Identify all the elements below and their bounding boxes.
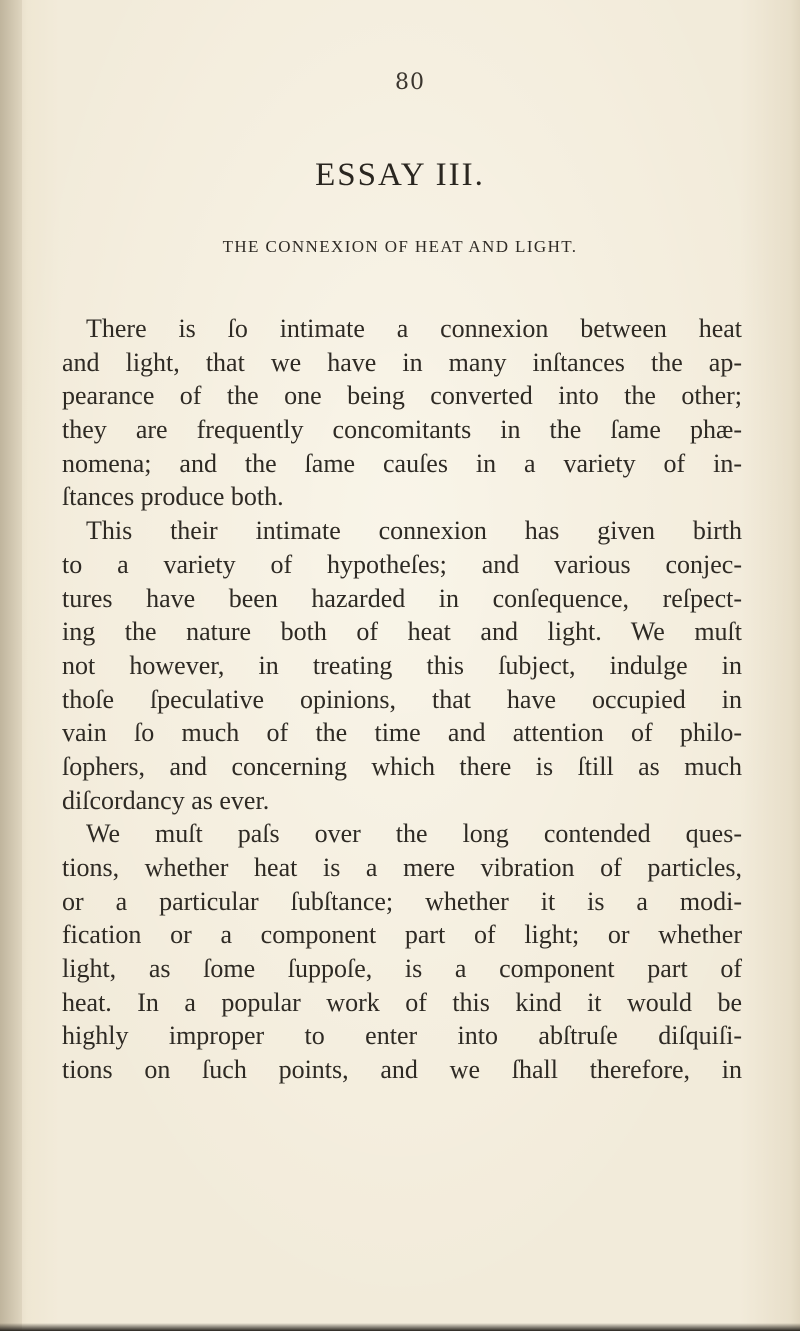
text-line: This their intimate connexion has given birth: [86, 516, 742, 546]
text-line: vain ſo much of the time and attention of philo-: [62, 718, 742, 748]
essay-subtitle: THE CONNEXION OF HEAT AND LIGHT.: [222, 237, 578, 256]
essay-heading: ESSAY III.: [315, 157, 485, 193]
text-line: ing the nature both of heat and light. We muſt: [62, 617, 742, 647]
text-line: There is ſo intimate a connexion between heat: [86, 314, 742, 343]
text-line: highly improper to enter into abſtruſe diſquiſi-: [62, 1021, 742, 1051]
body-text: [62, 312, 742, 1087]
text-line: light, as ſome ſuppoſe, is a component part of: [62, 954, 742, 984]
text-line: tions on ſuch points, and we ſhall therefore, in: [62, 1055, 742, 1085]
text-line: tions, whether heat is a mere vibration of particles,: [62, 853, 742, 882]
text-line: We muſt paſs over the long contended ques-: [86, 819, 742, 849]
text-line: and light, that we have in many inſtances the ap-: [62, 347, 742, 377]
text-line: not however, in treating this ſubject, indulge in: [62, 650, 742, 680]
text-line: nomena; and the ſame cauſes in a variety of in-: [62, 448, 742, 478]
text-line: ſophers, and concerning which there is ſtill as much: [62, 751, 742, 781]
text-line: ſtances produce both.: [62, 482, 284, 512]
text-line: tures have been hazarded in conſequence, reſpect-: [62, 583, 742, 613]
text-line: heat. In a popular work of this kind it would be: [62, 987, 742, 1017]
text-line: to a variety of hypotheſes; and various conjec-: [62, 549, 742, 579]
text-line: or a particular ſubſtance; whether it is a modi-: [62, 886, 742, 916]
text-line: pearance of the one being converted into the other;: [62, 381, 742, 411]
text-line: they are frequently concomitants in the ſame phæ-: [62, 415, 742, 445]
text-line: fication or a component part of light; or whether: [62, 920, 742, 950]
text-line: thoſe ſpeculative opinions, that have occupied in: [62, 684, 742, 714]
page-bottom-shadow: [0, 1323, 800, 1331]
page-gutter-shadow: [0, 0, 22, 1331]
text-line: diſcordancy as ever.: [62, 785, 270, 815]
page-number: 80: [395, 70, 425, 95]
